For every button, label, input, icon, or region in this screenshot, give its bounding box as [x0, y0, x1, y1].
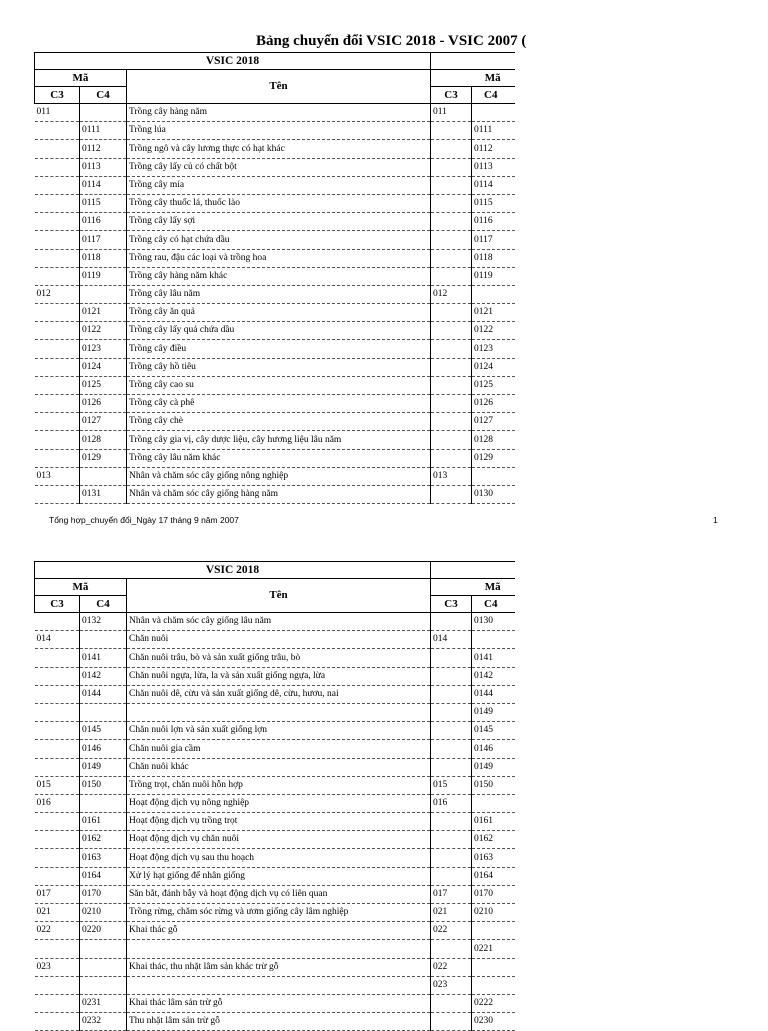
c3-header-right: C3: [431, 596, 472, 613]
vsic2018-c4-cell: [80, 958, 127, 976]
vsic2007-c4-cell: 0150: [472, 776, 516, 794]
vsic2007-c3-cell: [431, 994, 472, 1012]
vsic2007-c4-cell: 0130: [472, 613, 516, 631]
vsic2018-c4-cell: 0122: [80, 322, 127, 340]
vsic2007-c4-cell: 0117: [472, 231, 516, 249]
vsic2007-c4-cell: [472, 285, 516, 303]
vsic2018-c4-cell: 0161: [80, 813, 127, 831]
table-row: [35, 631, 516, 649]
vsic2007-c4-cell: 0122: [472, 322, 516, 340]
name-cell: Hoạt động dịch vụ sau thu hoạch: [127, 849, 431, 867]
vsic2007-c4-cell: 0113: [472, 158, 516, 176]
vsic2007-c3-cell: [431, 304, 472, 322]
name-cell: Chăn nuôi dê, cừu và sản xuất giống dê, cừu, hươu, nai: [127, 685, 431, 703]
vsic2018-c3-cell: [35, 994, 80, 1012]
vsic2018-c3-cell: [35, 176, 80, 194]
vsic2007-c4-cell: 0222: [472, 994, 516, 1012]
vsic2018-c3-cell: [35, 304, 80, 322]
name-cell: Trồng ngô và cây lương thực có hạt khác: [127, 140, 431, 158]
vsic2007-c4-cell: 0129: [472, 449, 516, 467]
vsic2007-c4-cell: 0141: [472, 649, 516, 667]
name-cell: Khai thác lâm sản trừ gỗ: [127, 994, 431, 1012]
name-cell: Nhân và chăm sóc cây giống hàng năm: [127, 485, 431, 503]
c4-header-right: C4: [472, 87, 516, 104]
name-cell: Săn bắt, đánh bẫy và hoạt động dịch vụ có liên quan: [127, 885, 431, 903]
vsic2007-c4-cell: 0119: [472, 267, 516, 285]
vsic2018-c3-cell: [35, 685, 80, 703]
vsic2007-c3-cell: 022: [431, 922, 472, 940]
name-cell: Trồng cây điều: [127, 340, 431, 358]
vsic2018-c4-cell: [80, 104, 127, 122]
name-cell: Trồng cây gia vị, cây dược liệu, cây hương liệu lâu năm: [127, 431, 431, 449]
vsic2007-c4-cell: 0142: [472, 667, 516, 685]
vsic2007-c3-cell: 022: [431, 958, 472, 976]
vsic2007-c4-cell: 0130: [472, 485, 516, 503]
table-row: [35, 158, 516, 176]
vsic2018-header: VSIC 2018: [35, 562, 431, 579]
name-cell: Hoạt động dịch vụ trồng trọt: [127, 813, 431, 831]
name-cell: Trồng cây mía: [127, 176, 431, 194]
vsic2018-c4-cell: 0232: [80, 1013, 127, 1031]
name-cell: Trồng cây hồ tiêu: [127, 358, 431, 376]
name-cell: Thu nhặt lâm sản trừ gỗ: [127, 1013, 431, 1031]
vsic2007-c4-cell: 0230: [472, 1013, 516, 1031]
vsic2018-c3-cell: [35, 267, 80, 285]
vsic2018-c3-cell: [35, 395, 80, 413]
vsic2018-c3-cell: [35, 976, 80, 994]
table-row: [35, 849, 516, 867]
vsic2007-c4-cell: 0164: [472, 867, 516, 885]
ma-header-right: Mã: [431, 579, 516, 596]
name-cell: Hoạt động dịch vụ chăn nuôi: [127, 831, 431, 849]
vsic2007-c3-cell: [431, 213, 472, 231]
vsic2007-c4-cell: 0146: [472, 740, 516, 758]
name-cell: Trồng cây lâu năm: [127, 285, 431, 303]
vsic2007-c4-cell: 0125: [472, 376, 516, 394]
vsic2018-c4-cell: 0132: [80, 613, 127, 631]
vsic2007-c3-cell: [431, 813, 472, 831]
vsic2018-c4-cell: 0210: [80, 904, 127, 922]
vsic2018-c4-cell: 0117: [80, 231, 127, 249]
ten-header: Tên: [127, 579, 431, 613]
vsic2018-c4-cell: 0118: [80, 249, 127, 267]
name-cell: Trồng cây lấy củ có chất bột: [127, 158, 431, 176]
vsic2018-c3-cell: [35, 722, 80, 740]
name-cell: Khai thác, thu nhặt lâm sản khác trừ gỗ: [127, 958, 431, 976]
vsic2007-c4-cell: [472, 794, 516, 812]
vsic2007-c4-cell: 0123: [472, 340, 516, 358]
table-row: [35, 758, 516, 776]
name-cell: Trồng rừng, chăm sóc rừng và ươm giống cây lâm nghiệp: [127, 904, 431, 922]
vsic2007-c3-cell: 015: [431, 776, 472, 794]
vsic2007-c3-cell: 013: [431, 467, 472, 485]
vsic2018-c4-cell: 0141: [80, 649, 127, 667]
vsic2007-c4-cell: 0124: [472, 358, 516, 376]
table-row: [35, 267, 516, 285]
vsic2018-c3-cell: [35, 740, 80, 758]
vsic2007-c3-cell: [431, 431, 472, 449]
table-row: [35, 904, 516, 922]
name-cell: Chăn nuôi trâu, bò và sản xuất giống trâu, bò: [127, 649, 431, 667]
vsic2018-c3-cell: [35, 140, 80, 158]
name-cell: Trồng rau, đậu các loại và trồng hoa: [127, 249, 431, 267]
vsic2018-c4-cell: 0126: [80, 395, 127, 413]
conversion-table-page-1: [34, 52, 515, 504]
c4-header-right: C4: [472, 596, 516, 613]
name-cell: Chăn nuôi ngựa, lừa, la và sản xuất giống ngựa, lừa: [127, 667, 431, 685]
table-row: [35, 740, 516, 758]
name-cell: Trồng cây lấy sợi: [127, 213, 431, 231]
table-row: [35, 922, 516, 940]
vsic2007-c4-cell: 0111: [472, 122, 516, 140]
vsic2007-c3-cell: [431, 758, 472, 776]
table-row: [35, 667, 516, 685]
name-cell: Xử lý hạt giống để nhân giống: [127, 867, 431, 885]
vsic2018-c4-cell: 0170: [80, 885, 127, 903]
vsic2007-c3-cell: [431, 322, 472, 340]
vsic2018-c3-cell: 016: [35, 794, 80, 812]
table-row: [35, 304, 516, 322]
name-cell: Khai thác gỗ: [127, 922, 431, 940]
table-row: [35, 867, 516, 885]
table-row: [35, 358, 516, 376]
vsic2018-c4-cell: 0125: [80, 376, 127, 394]
vsic2018-c3-cell: [35, 703, 80, 721]
vsic2018-c3-cell: [35, 849, 80, 867]
vsic2018-c4-cell: 0113: [80, 158, 127, 176]
vsic2007-c3-cell: [431, 122, 472, 140]
table-row: [35, 140, 516, 158]
name-cell: Nhân và chăm sóc cây giống nông nghiệp: [127, 467, 431, 485]
vsic2018-c3-cell: [35, 449, 80, 467]
vsic2007-c3-cell: [431, 413, 472, 431]
table-row: [35, 467, 516, 485]
vsic2007-c3-cell: [431, 831, 472, 849]
vsic2018-c4-cell: 0129: [80, 449, 127, 467]
c4-header: C4: [80, 596, 127, 613]
vsic2007-c3-cell: [431, 849, 472, 867]
vsic2007-c3-cell: 023: [431, 976, 472, 994]
table-row: [35, 231, 516, 249]
name-cell: Trồng cây cà phê: [127, 395, 431, 413]
vsic2018-c3-cell: [35, 358, 80, 376]
name-cell: Trồng cây có hạt chứa dầu: [127, 231, 431, 249]
vsic2007-c4-cell: 0128: [472, 431, 516, 449]
table-row: [35, 194, 516, 212]
vsic2007-c4-cell: 0118: [472, 249, 516, 267]
vsic2007-c3-cell: [431, 613, 472, 631]
name-cell: Trồng cây cao su: [127, 376, 431, 394]
vsic2018-c4-cell: 0162: [80, 831, 127, 849]
vsic2007-c4-cell: 0149: [472, 703, 516, 721]
vsic2007-c3-cell: 011: [431, 104, 472, 122]
vsic2007-c3-cell: 017: [431, 885, 472, 903]
vsic2018-header: VSIC 2018: [35, 53, 431, 70]
table-row: [35, 249, 516, 267]
table-row: [35, 213, 516, 231]
vsic2007-c3-cell: [431, 485, 472, 503]
vsic2018-c4-cell: [80, 703, 127, 721]
table-row: [35, 122, 516, 140]
vsic2018-c4-cell: 0142: [80, 667, 127, 685]
table-row: [35, 885, 516, 903]
table-row: [35, 104, 516, 122]
vsic2018-c3-cell: 017: [35, 885, 80, 903]
name-cell: Chăn nuôi: [127, 631, 431, 649]
name-cell: [127, 976, 431, 994]
table-row: [35, 322, 516, 340]
vsic2018-c3-cell: [35, 340, 80, 358]
table-row: [35, 703, 516, 721]
name-cell: Trồng trọt, chăn nuôi hỗn hợp: [127, 776, 431, 794]
name-cell: Trồng cây hàng năm: [127, 104, 431, 122]
vsic2018-c4-cell: 0123: [80, 340, 127, 358]
vsic2007-c3-cell: [431, 340, 472, 358]
vsic2018-c4-cell: 0131: [80, 485, 127, 503]
vsic2007-c3-cell: [431, 267, 472, 285]
table-row: [35, 176, 516, 194]
vsic2007-c4-cell: 0121: [472, 304, 516, 322]
vsic2007-c3-cell: [431, 940, 472, 958]
vsic2007-c3-cell: [431, 358, 472, 376]
vsic2007-c4-cell: [472, 922, 516, 940]
vsic2007-c3-cell: [431, 449, 472, 467]
table-row: [35, 285, 516, 303]
vsic2007-c4-cell: 0127: [472, 413, 516, 431]
vsic2018-c3-cell: [35, 413, 80, 431]
vsic2007-c3-cell: [431, 194, 472, 212]
vsic2018-c4-cell: 0149: [80, 758, 127, 776]
vsic2018-c4-cell: 0127: [80, 413, 127, 431]
table-row: [35, 813, 516, 831]
vsic2018-c3-cell: 013: [35, 467, 80, 485]
name-cell: Chăn nuôi lợn và sản xuất giống lợn: [127, 722, 431, 740]
vsic2018-c4-cell: 0128: [80, 431, 127, 449]
vsic2007-c3-cell: [431, 722, 472, 740]
vsic2018-c4-cell: 0163: [80, 849, 127, 867]
table-row: [35, 340, 516, 358]
vsic2007-c4-cell: [472, 467, 516, 485]
table-row: [35, 976, 516, 994]
vsic2018-c4-cell: [80, 940, 127, 958]
name-cell: Trồng cây chè: [127, 413, 431, 431]
table-row: [35, 413, 516, 431]
name-cell: Trồng cây thuốc lá, thuốc lào: [127, 194, 431, 212]
vsic2007-c3-cell: 021: [431, 904, 472, 922]
vsic2007-c3-cell: [431, 740, 472, 758]
vsic2018-c3-cell: 022: [35, 922, 80, 940]
vsic2007-c3-cell: [431, 158, 472, 176]
vsic2007-c4-cell: 0163: [472, 849, 516, 867]
vsic2018-c3-cell: [35, 231, 80, 249]
ma-header-right: Mã: [431, 70, 516, 87]
vsic2007-c3-cell: [431, 376, 472, 394]
vsic2018-c3-cell: [35, 613, 80, 631]
vsic2018-c3-cell: [35, 831, 80, 849]
table-row: [35, 958, 516, 976]
vsic2018-c3-cell: [35, 867, 80, 885]
vsic2018-c3-cell: [35, 322, 80, 340]
vsic2018-c3-cell: [35, 940, 80, 958]
name-cell: Hoạt động dịch vụ nông nghiệp: [127, 794, 431, 812]
table-row: [35, 649, 516, 667]
vsic2007-c4-cell: 0149: [472, 758, 516, 776]
vsic2007-c4-cell: 0144: [472, 685, 516, 703]
vsic2018-c4-cell: 0111: [80, 122, 127, 140]
name-cell: Nhân và chăm sóc cây giống lâu năm: [127, 613, 431, 631]
vsic2018-c3-cell: 015: [35, 776, 80, 794]
vsic2018-c3-cell: 011: [35, 104, 80, 122]
table-row: [35, 776, 516, 794]
vsic2018-c3-cell: 012: [35, 285, 80, 303]
table-row: [35, 431, 516, 449]
vsic2007-c4-cell: 0162: [472, 831, 516, 849]
vsic2018-c3-cell: [35, 667, 80, 685]
page-number: 1: [713, 515, 718, 525]
name-cell: Chăn nuôi khác: [127, 758, 431, 776]
vsic2007-c4-cell: 0210: [472, 904, 516, 922]
ten-header: Tên: [127, 70, 431, 104]
vsic2007-c3-cell: [431, 867, 472, 885]
vsic2018-c4-cell: 0144: [80, 685, 127, 703]
name-cell: Trồng lúa: [127, 122, 431, 140]
vsic2018-c4-cell: 0164: [80, 867, 127, 885]
vsic2018-c4-cell: 0114: [80, 176, 127, 194]
vsic2018-c4-cell: [80, 631, 127, 649]
table-row: [35, 722, 516, 740]
table-row: [35, 831, 516, 849]
vsic2018-c4-cell: [80, 976, 127, 994]
vsic2018-c4-cell: 0146: [80, 740, 127, 758]
vsic2018-c4-cell: [80, 794, 127, 812]
vsic2007-c3-cell: [431, 703, 472, 721]
c3-header: C3: [35, 87, 80, 104]
vsic2018-c4-cell: 0145: [80, 722, 127, 740]
vsic2018-c3-cell: 014: [35, 631, 80, 649]
vsic2018-c3-cell: [35, 431, 80, 449]
vsic2007-c3-cell: [431, 1013, 472, 1031]
vsic2018-c3-cell: [35, 649, 80, 667]
table-row: [35, 685, 516, 703]
vsic2018-c4-cell: [80, 285, 127, 303]
c3-header: C3: [35, 596, 80, 613]
vsic2007-c3-cell: [431, 667, 472, 685]
vsic2018-c4-cell: 0150: [80, 776, 127, 794]
vsic2018-c4-cell: 0124: [80, 358, 127, 376]
vsic2018-c3-cell: 023: [35, 958, 80, 976]
vsic2018-c3-cell: [35, 485, 80, 503]
vsic2007-c4-cell: 0145: [472, 722, 516, 740]
vsic2007-c3-cell: [431, 395, 472, 413]
vsic2007-c3-cell: [431, 140, 472, 158]
conversion-table: [34, 52, 515, 504]
table-row: [35, 395, 516, 413]
name-cell: Trồng cây lấy quả chứa dầu: [127, 322, 431, 340]
vsic2018-c4-cell: [80, 467, 127, 485]
table-row: [35, 613, 516, 631]
vsic2018-c3-cell: [35, 758, 80, 776]
vsic2007-c3-cell: 014: [431, 631, 472, 649]
vsic2018-c4-cell: 0112: [80, 140, 127, 158]
name-cell: Trồng cây hàng năm khác: [127, 267, 431, 285]
vsic2007-c3-cell: [431, 176, 472, 194]
vsic2007-c4-cell: 0115: [472, 194, 516, 212]
conversion-table-page-2: [34, 561, 515, 1031]
vsic2018-c3-cell: [35, 1013, 80, 1031]
table-row: [35, 940, 516, 958]
vsic2018-c4-cell: 0116: [80, 213, 127, 231]
vsic2007-c3-cell: 012: [431, 285, 472, 303]
conversion-table: [34, 561, 515, 1031]
ma-header: Mã: [35, 579, 127, 596]
name-cell: Chăn nuôi gia cầm: [127, 740, 431, 758]
document-title: Bảng chuyển đổi VSIC 2018 - VSIC 2007 (: [256, 33, 527, 49]
vsic2007-c3-cell: [431, 231, 472, 249]
vsic2018-c4-cell: 0220: [80, 922, 127, 940]
name-cell: [127, 703, 431, 721]
name-cell: Trồng cây ăn quả: [127, 304, 431, 322]
name-cell: [127, 940, 431, 958]
table-row: [35, 449, 516, 467]
vsic2007-c4-cell: [472, 104, 516, 122]
footer-text: Tổng hợp_chuyển đổi_Ngày 17 tháng 9 năm 2007: [49, 515, 239, 525]
vsic2018-c3-cell: [35, 158, 80, 176]
table-row: [35, 376, 516, 394]
vsic2007-c3-cell: 016: [431, 794, 472, 812]
ma-header: Mã: [35, 70, 127, 87]
vsic2007-c4-cell: 0161: [472, 813, 516, 831]
vsic2007-c3-cell: [431, 249, 472, 267]
vsic2007-c4-cell: 0114: [472, 176, 516, 194]
vsic2018-c3-cell: [35, 376, 80, 394]
table-row: [35, 994, 516, 1012]
c4-header: C4: [80, 87, 127, 104]
vsic2007-c3-cell: [431, 649, 472, 667]
vsic2007-c4-cell: 0170: [472, 885, 516, 903]
c3-header-right: C3: [431, 87, 472, 104]
vsic2018-c3-cell: [35, 122, 80, 140]
vsic2018-c4-cell: 0119: [80, 267, 127, 285]
vsic2018-c4-cell: 0121: [80, 304, 127, 322]
vsic2007-c4-cell: [472, 958, 516, 976]
vsic2018-c3-cell: 021: [35, 904, 80, 922]
vsic2018-c3-cell: [35, 213, 80, 231]
vsic2018-c3-cell: [35, 813, 80, 831]
vsic2007-c4-cell: 0112: [472, 140, 516, 158]
vsic2007-c4-cell: 0126: [472, 395, 516, 413]
vsic2007-c4-cell: [472, 976, 516, 994]
vsic2018-c3-cell: [35, 249, 80, 267]
vsic2007-c4-cell: 0221: [472, 940, 516, 958]
vsic2007-c4-cell: [472, 631, 516, 649]
table-row: [35, 794, 516, 812]
vsic2018-c4-cell: 0115: [80, 194, 127, 212]
table-row: [35, 485, 516, 503]
name-cell: Trồng cây lâu năm khác: [127, 449, 431, 467]
vsic2018-c3-cell: [35, 194, 80, 212]
table-row: [35, 1013, 516, 1031]
vsic2018-c4-cell: 0231: [80, 994, 127, 1012]
vsic2007-c4-cell: 0116: [472, 213, 516, 231]
vsic2007-c3-cell: [431, 685, 472, 703]
